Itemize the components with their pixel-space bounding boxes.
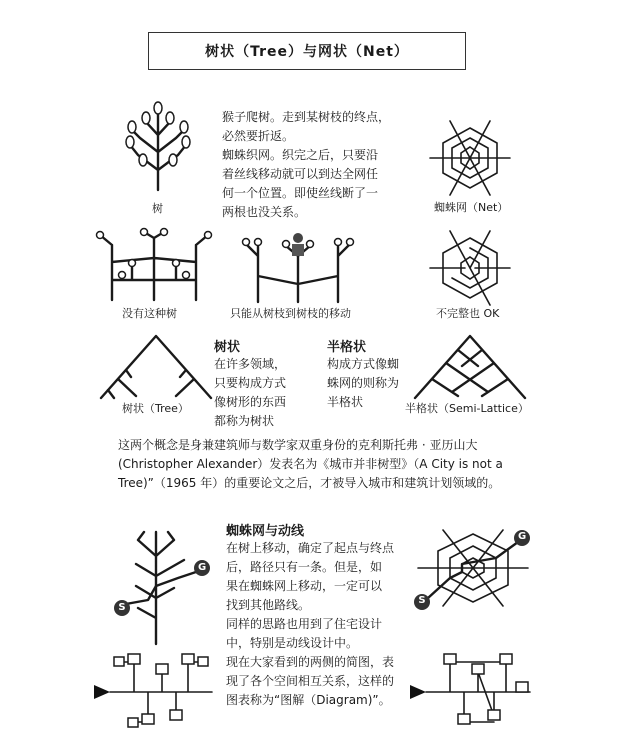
- tree-shape-diagram: [96, 332, 216, 400]
- label-incomplete-ok: 不完整也 OK: [436, 307, 500, 320]
- goal-marker-tree: G: [198, 562, 207, 573]
- label-no-such-tree: 没有这种树: [122, 307, 177, 320]
- semi-lattice-heading: 半格状: [327, 340, 367, 355]
- label-semi-lattice: 半格状（Semi-Lattice）: [405, 402, 529, 415]
- semi-lattice-diagram: [410, 332, 530, 400]
- space-diagram-net: [408, 652, 536, 732]
- flow-heading: 蜘蛛网与动线: [226, 524, 305, 539]
- tree-definition: 树状 在许多领域， 只要构成方式 像树形的东西 都称为树状: [214, 336, 314, 431]
- space-diagram-tree: [92, 652, 216, 732]
- tree-route-diagram: [108, 528, 216, 646]
- label-spider-web: 蜘蛛网（Net）: [434, 201, 509, 214]
- label-tree-shape: 树状（Tree）: [122, 402, 189, 415]
- start-marker-web: S: [418, 595, 426, 606]
- spider-web-illustration: [425, 118, 515, 198]
- monkey-head-icon: [293, 233, 303, 243]
- incomplete-web-illustration: [425, 228, 515, 306]
- tree-illustration: [118, 100, 198, 200]
- net-tree-illustration: [92, 230, 217, 305]
- label-branch-only: 只能从树枝到树枝的移动: [230, 307, 351, 320]
- goal-marker-web: G: [518, 531, 527, 542]
- start-marker-tree: S: [118, 602, 126, 613]
- tree-definition-heading: 树状: [214, 340, 241, 355]
- monkey-tree-illustration: [236, 226, 361, 306]
- semi-lattice-definition: 半格状 构成方式像蜘 蛛网的则称为 半格状: [327, 336, 427, 412]
- concept-paragraph: 这两个概念是身兼建筑师与数学家双重身份的克利斯托弗 · 亚历山大 (Christopher Alexander）发表名为《城市并非树型》（A City is not a Tree)”（1965 年）的重要论文之后，才被导入城市和建筑计划领域的。: [118, 438, 503, 490]
- label-tree: 树: [152, 202, 163, 215]
- page-title: 树状（Tree）与网状（Net）: [148, 32, 466, 70]
- intro-text: 猴子爬树。走到某树枝的终点， 必然要折返。 蜘蛛织网。织完之后，只要沿 着丝线移动就可以到达全网任 何一个位置。即使丝线断了一 两根也没关系。: [222, 110, 391, 219]
- flow-section: 蜘蛛网与动线 在树上移动，确定了起点与终点 后，路径只有一条。但是，如 果在蜘蛛网上移动，一定可以 找到其他路线。 同样的思路也用到了住宅设计 中，特别是动线设计中。 现在大家看到的两侧的简图，表 现了各个空间相互关系，这样的 图表称为“图解（Diagram)”。: [226, 520, 416, 710]
